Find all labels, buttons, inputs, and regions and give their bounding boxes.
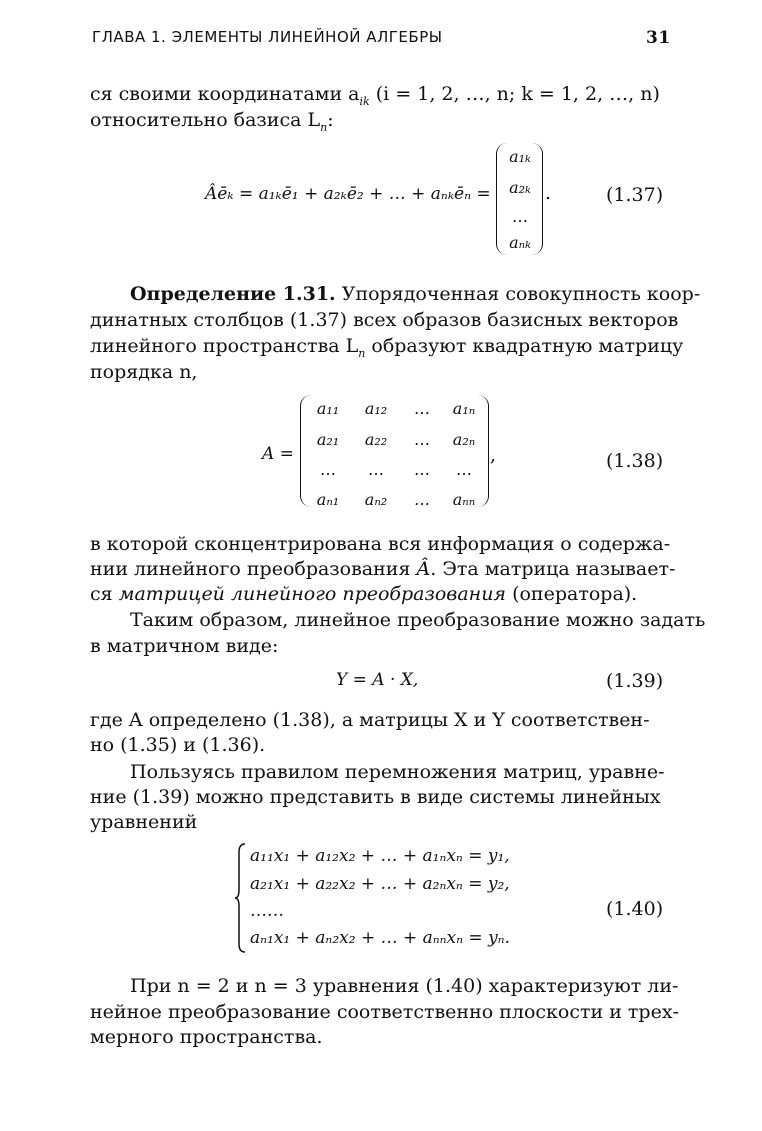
paragraph-2-line-3	[90, 582, 670, 606]
paragraph-2-text-d: (оператора).	[512, 583, 638, 605]
text-line-1-tail: (i = 1, 2, …, n; k = 1, 2, …, n)	[375, 83, 660, 105]
eq-138-cell: a₂ₙ	[452, 430, 476, 449]
paragraph-2-text-c: ся	[90, 583, 113, 605]
paragraph-3-line-2: в матричном виде:	[90, 635, 279, 657]
paragraph-5-line-2: ние (1.39) можно представить в виде системы линейных	[90, 786, 661, 808]
definition-line-2: динатных столбцов (1.37) всех образов базисных векторов	[90, 309, 679, 331]
paragraph-6-line-3: мерного пространства.	[90, 1026, 323, 1048]
eq-139-number: (1.39)	[606, 670, 664, 692]
eq-138-cell: …	[368, 460, 384, 479]
eq-138-cell: a₁₂	[364, 399, 388, 418]
definition-line-4: порядка n,	[90, 361, 198, 383]
eq-137-cell: aₙₖ	[509, 233, 531, 252]
eq-137-period: .	[545, 182, 552, 204]
paragraph-4-line-2: но (1.35) и (1.36).	[90, 734, 266, 756]
paragraph-5-line-3: уравнений	[90, 811, 198, 833]
definition-text-3b: образуют квадратную матрицу	[371, 335, 684, 357]
text-line-1: ся своими координатами $a_{ik}$ (i = 1, 2, …, n; k = 1, 2, …, n)	[90, 83, 660, 108]
eq-140-line: ……	[250, 901, 284, 921]
eq-139-body: Y = A · X,	[336, 670, 419, 690]
paragraph-2-line-1: в которой сконцентрирована вся информация о содержа-	[90, 533, 671, 555]
chapter-header: ГЛАВА 1. ЭЛЕМЕНТЫ ЛИНЕЙНОЙ АЛГЕБРЫ	[92, 28, 443, 46]
definition-label: Определение 1.31.	[130, 283, 336, 305]
eq-138-cell: a₁₁	[316, 399, 340, 418]
eq-137-cell: a₁ₖ	[509, 147, 531, 166]
definition-line-3: линейного пространства $L_n$ образуют квадратную матрицу	[90, 335, 684, 360]
eq-138-cell: …	[414, 490, 430, 509]
page-number: 31	[646, 28, 671, 48]
eq-137-lhs: Âēₖ = a₁ₖē₁ + a₂ₖē₂ + … + aₙₖēₙ =	[205, 184, 491, 204]
text-line-2-start: относительно базиса L	[90, 109, 321, 131]
paragraph-6-line-2: нейное преобразование соответственно плоскости и трех-	[90, 1001, 679, 1023]
eq-137-number: (1.37)	[606, 184, 664, 206]
definition-text-1: Упорядоченная совокупность коор-	[341, 283, 701, 305]
eq-138-cell: …	[414, 460, 430, 479]
eq-137-cell: a₂ₖ	[509, 178, 531, 197]
eq-138-cell: aₙ₂	[364, 490, 388, 509]
eq-138-number: (1.38)	[606, 450, 664, 472]
eq-137-cell: …	[512, 207, 528, 226]
text-line-1-start: ся своими координатами a	[90, 83, 360, 105]
eq-140-line: a₂₁x₁ + a₂₂x₂ + … + a₂ₙxₙ = y₂,	[250, 874, 510, 894]
paragraph-2-text-a: нии линейного преобразования	[90, 558, 411, 580]
eq-138-cell: a₁ₙ	[452, 399, 476, 418]
definition-line-1	[130, 282, 710, 306]
eq-138-cell: …	[320, 460, 336, 479]
definition-text-3a: линейного пространства L	[90, 335, 359, 357]
eq-138-lhs: A =	[262, 444, 294, 464]
eq-140-number: (1.40)	[606, 898, 664, 920]
eq-138-cell: …	[414, 430, 430, 449]
eq-140-line: a₁₁x₁ + a₁₂x₂ + … + a₁ₙxₙ = y₁,	[250, 846, 510, 866]
eq-140-brace	[233, 842, 247, 954]
paragraph-5-line-1: Пользуясь правилом перемножения матриц, уравне-	[130, 761, 665, 783]
eq-138-cell: a₂₁	[316, 430, 340, 449]
eq-138-cell: …	[414, 399, 430, 418]
eq-138-comma: ,	[490, 444, 497, 466]
eq-138-cell: aₙ₁	[316, 490, 340, 509]
term-linear-transform-matrix: матрицей линейного преобразования	[118, 583, 507, 605]
paragraph-2-text-b: . Эта матрица называет-	[430, 558, 676, 580]
paragraph-6-line-1: При n = 2 и n = 3 уравнения (1.40) характеризуют ли-	[130, 975, 679, 997]
paragraph-2-line-2: нии линейного преобразования Â. Эта матрица называет-	[90, 558, 676, 580]
eq-140-line: aₙ₁x₁ + aₙ₂x₂ + … + aₙₙxₙ = yₙ.	[250, 928, 510, 948]
eq-138-cell: aₙₙ	[452, 490, 476, 509]
eq-138-cell: …	[456, 460, 472, 479]
paragraph-4-line-1: где A определено (1.38), а матрицы X и Y соответствен-	[90, 709, 650, 731]
paragraph-3-line-1: Таким образом, линейное преобразование можно задать	[130, 609, 706, 631]
eq-138-cell: a₂₂	[364, 430, 388, 449]
text-line-2: относительно базиса $L_n$:	[90, 109, 334, 134]
